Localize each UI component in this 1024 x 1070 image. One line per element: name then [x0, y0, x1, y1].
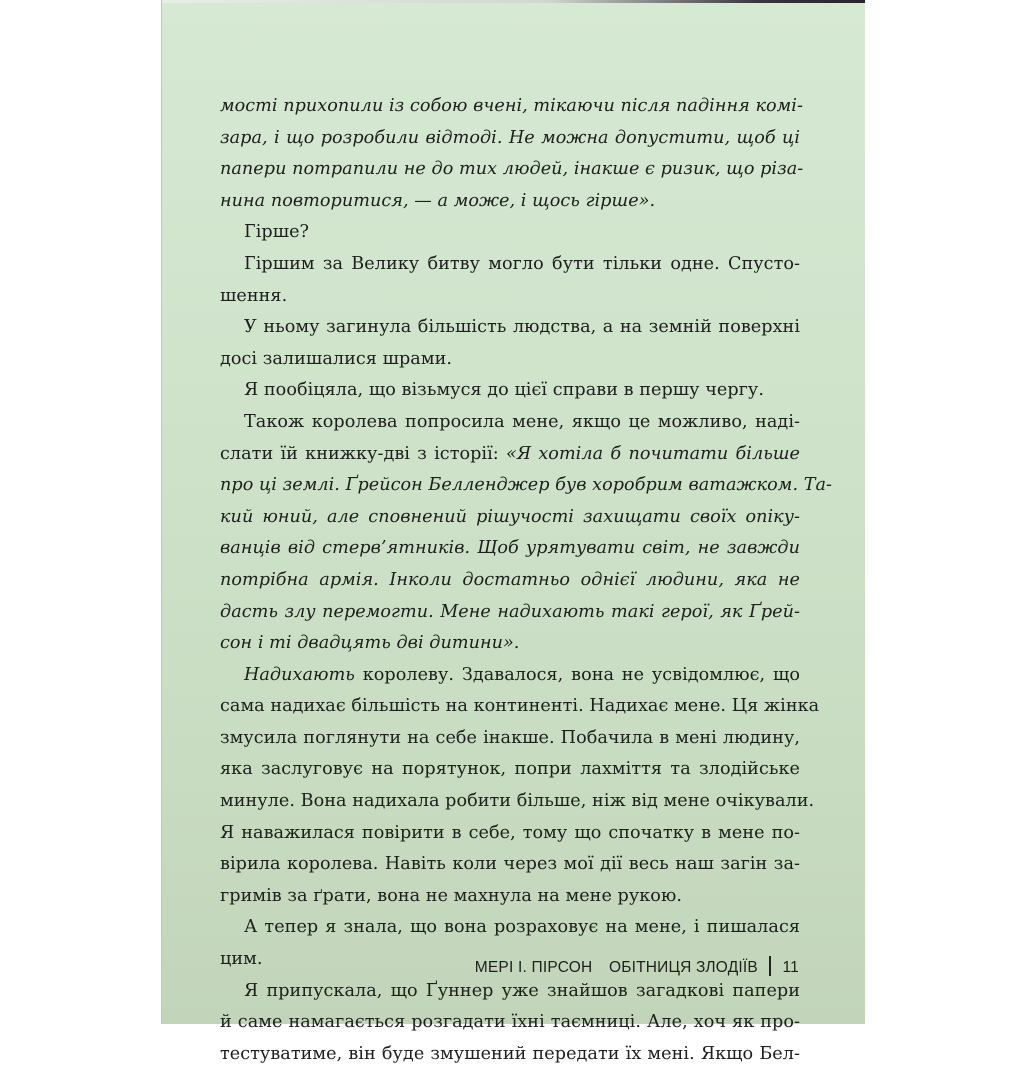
text-line: сон і ті двадцять дві дитини».	[220, 633, 520, 654]
text-line: змусила поглянути на себе інакше. Побачила в мені людину,	[220, 727, 800, 748]
running-footer	[162, 956, 799, 977]
text-segment: королеву. Здавалося, вона не усвідомлює, що	[354, 664, 800, 685]
footer-author: МЕРІ І. ПІРСОН	[474, 959, 593, 976]
text-line: про ці землі. Ґрейсон Белленджер був хоробрим ватажком. Та-	[220, 475, 833, 496]
text-line: Я припускала, що Ґуннер уже знайшов загадкові папери	[244, 980, 800, 1001]
text-line: папери потрапили не до тих людей, інакше є ризик, що різа-	[220, 159, 804, 180]
footer-separator	[769, 956, 771, 976]
text-line: Я пообіцяла, що візьмуся до цієї справи в першу чергу.	[244, 380, 764, 401]
text-line: Також королева попросила мене, якщо це можливо, наді-	[244, 411, 800, 432]
page-top-edge	[162, 0, 865, 3]
text-segment: слати їй книжку-дві з історії:	[220, 443, 507, 464]
text-line: А тепер я знала, що вона розраховує на мене, і пишалася	[244, 917, 800, 938]
text-line: дасть злу перемогти. Мене надихають такі герої, як Ґрей-	[220, 601, 800, 622]
body-text	[220, 91, 833, 1070]
text-line	[220, 439, 800, 471]
text-line	[220, 660, 800, 692]
text-line: нина повторитися, — а може, і щось гірше».	[220, 190, 656, 211]
text-line: зара, і що розробили відтоді. Не можна допустити, щоб ці	[220, 127, 800, 148]
text-line: кий юний, але сповнений рішучості захищати своїх опіку-	[220, 506, 800, 527]
text-line: Гірше?	[244, 222, 310, 243]
text-line: мості прихопили із собою вчені, тікаючи після падіння комі-	[220, 96, 803, 116]
text-line: й саме намагається розгадати їхні таємниці. Але, хоч як про-	[220, 1012, 800, 1033]
text-line: яка заслуговує на порятунок, попри лахміття та злодійське	[220, 759, 800, 780]
text-line: тестуватиме, він буде змушений передати їх мені. Якщо Бел-	[220, 1043, 800, 1064]
text-segment: Надихають	[244, 664, 355, 685]
text-line: потрібна армія. Інколи достатньо однієї людини, яка не	[220, 569, 800, 590]
text-segment: «Я хотіла б почитати більше	[506, 443, 800, 464]
book-page	[161, 0, 865, 1064]
text-line: минуле. Вона надихала робити більше, ніж від мене очікували.	[220, 791, 815, 812]
text-line: Гіршим за Велику битву могло бути тільки одне. Спусто-	[244, 253, 800, 274]
text-line: досі залишалися шрами.	[220, 348, 452, 369]
text-line: У ньому загинула більшість людства, а на земній поверхні	[244, 317, 800, 338]
text-line: ванців від стерв’ятників. Щоб урятувати світ, не завжди	[220, 538, 800, 559]
text-line: гримів за ґрати, вона не махнула на мене рукою.	[220, 885, 682, 906]
text-line: цим.	[220, 949, 263, 970]
text-line: вірила королева. Навіть коли через мої дії весь наш загін за-	[220, 854, 800, 875]
text-line: Я наважилася повірити в себе, тому що спочатку в мене по-	[220, 822, 800, 843]
page-number: 11	[782, 959, 799, 976]
text-line: сама надихає більшість на континенті. Надихає мене. Ця жінка	[220, 696, 820, 717]
text-line: шення.	[220, 285, 288, 306]
footer-book-title: ОБІТНИЦЯ ЗЛОДІЇВ	[608, 959, 758, 976]
